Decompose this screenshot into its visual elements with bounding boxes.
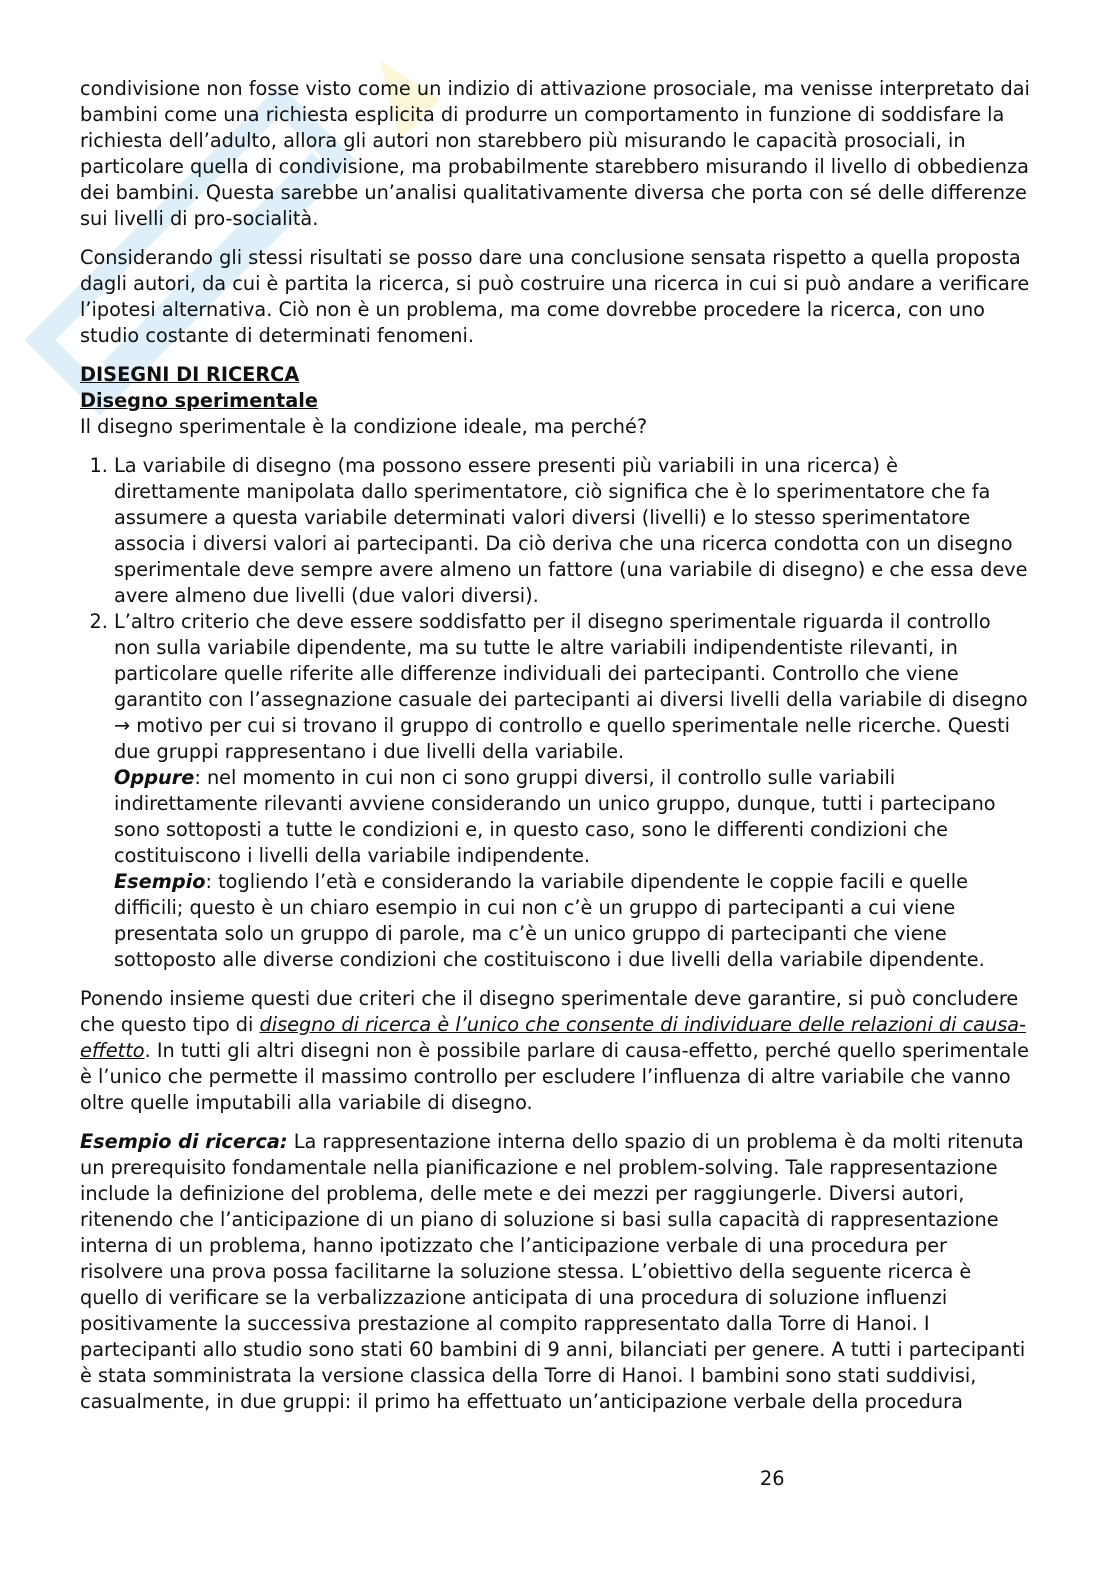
esempio-label: Esempio	[114, 870, 206, 893]
conclusion-emphasis: disegno di ricerca è l’unico che consente di individuare delle relazioni di causa-effetto	[80, 1013, 1027, 1062]
section-intro: Il disegno sperimentale è la condizione ideale, ma perché?	[80, 415, 648, 438]
subsection-heading: Disegno sperimentale	[80, 389, 318, 412]
conclusion-text-before: Ponendo insieme questi due criteri che il disegno sperimentale deve garantire, si può concludere che questo tipo di	[80, 987, 1019, 1036]
list-item-text: La variabile di disegno (ma possono essere presenti più variabili in una ricerca) è direttamente manipolata dallo sperimentatore, ciò significa che è lo sperimentatore che fa assumere a questa variabile determinati valori diversi (livelli) e lo stesso sperimentatore associa i diversi valori ai partecipanti. Da ciò deriva che una ricerca condotta con un disegno sperimentale deve sempre avere almeno un fattore (una variabile di disegno) e che essa deve avere almeno due livelli (due valori diversi).	[114, 454, 1028, 607]
example-label: Esempio di ricerca:	[80, 1130, 288, 1153]
paragraph-example	[80, 1129, 1030, 1415]
page-number: 26	[760, 1467, 785, 1490]
list-item-text: L’altro criterio che deve essere soddisfatto per il disegno sperimentale riguarda il controllo non sulla variabile dipendente, ma su tutte le altre variabili indipendentiste rilevanti, in particolare quelle riferite alle differenze individuali dei partecipanti. Controllo che viene garantito con l’assegnazione casuale dei partecipanti ai diversi livelli della variabile di disegno → motivo per cui si trovano il gruppo di controllo e quello sperimentale nelle ricerche. Questi due gruppi rappresentano i due livelli della variabile.	[114, 610, 1028, 763]
paragraph-condivisione: condivisione non fosse visto come un indizio di attivazione prosociale, ma venisse interpretato dai bambini come una richiesta esplicita di produrre un comportamento in funzione di soddisfare la richiesta dell’adulto, allora gli autori non starebbero più misurando le capacità prosociali, in particolare quella di condivisione, ma probabilmente starebbero misurando il livello di obbedienza dei bambini. Questa sarebbe un’analisi qualitativamente diversa che porta con sé delle differenze sui livelli di pro-socialità.	[80, 77, 1030, 230]
list-item	[114, 453, 1030, 609]
conclusion-text-after: . In tutti gli altri disegni non è possibile parlare di causa-effetto, perché quello sperimentale è l’unico che permette il massimo controllo per escludere l’influenza di altre variabile che vanno oltre quelle imputabili alla variabile di disegno.	[80, 1039, 1029, 1114]
list-item	[114, 609, 1030, 973]
oppure-label: Oppure	[114, 766, 195, 789]
criteria-list	[80, 453, 1030, 973]
section-heading: DISEGNI DI RICERCA	[80, 363, 300, 386]
example-text: La rappresentazione interna dello spazio di un problema è da molti ritenuta un prerequisito fondamentale nella pianificazione e nel problem-solving. Tale rappresentazione include la definizione del problema, delle mete e dei mezzi per raggiungerle. Diversi autori, ritenendo che l’anticipazione di un piano di soluzione si basi sulla capacità di rappresentazione interna di un problema, hanno ipotizzato che l’anticipazione verbale di una procedura per risolvere una prova possa facilitarne la soluzione stessa. L’obiettivo della seguente ricerca è quello di verificare se la verbalizzazione anticipata di una procedura di soluzione influenzi positivamente la successiva prestazione al compito rappresentato dalla Torre di Hanoi. I partecipanti allo studio sono stati 60 bambini di 9 anni, bilanciati per genere. A tutti i partecipanti è stata somministrata la versione classica della Torre di Hanoi. I bambini sono stati suddivisi, casualmente, in due gruppi: il primo ha effettuato un’anticipazione verbale della procedura	[80, 1130, 1026, 1413]
paragraph-conclusion	[80, 986, 1030, 1116]
esempio-text: : togliendo l’età e considerando la variabile dipendente le coppie facili e quelle difficili; questo è un chiaro esempio in cui non c’è un gruppo di partecipanti a cui viene presentata solo un gruppo di parole, ma c’è un unico gruppo di partecipanti che viene sottoposto alle diverse condizioni che costituiscono i due livelli della variabile dipendente.	[114, 870, 985, 971]
oppure-text: : nel momento in cui non ci sono gruppi diversi, il controllo sulle variabili indirettamente rilevanti avviene considerando un unico gruppo, dunque, tutti i partecipano sono sottoposti a tutte le condizioni e, in questo caso, sono le differenti condizioni che costituiscono i livelli della variabile indipendente.	[114, 766, 996, 867]
document-page	[80, 76, 1030, 1428]
paragraph-considerando: Considerando gli stessi risultati se posso dare una conclusione sensata rispetto a quella proposta dagli autori, da cui è partita la ricerca, si può costruire una ricerca in cui si può andare a verificare l’ipotesi alternativa. Ciò non è un problema, ma come dovrebbe procedere la ricerca, con uno studio costante di determinati fenomeni.	[80, 246, 1030, 347]
